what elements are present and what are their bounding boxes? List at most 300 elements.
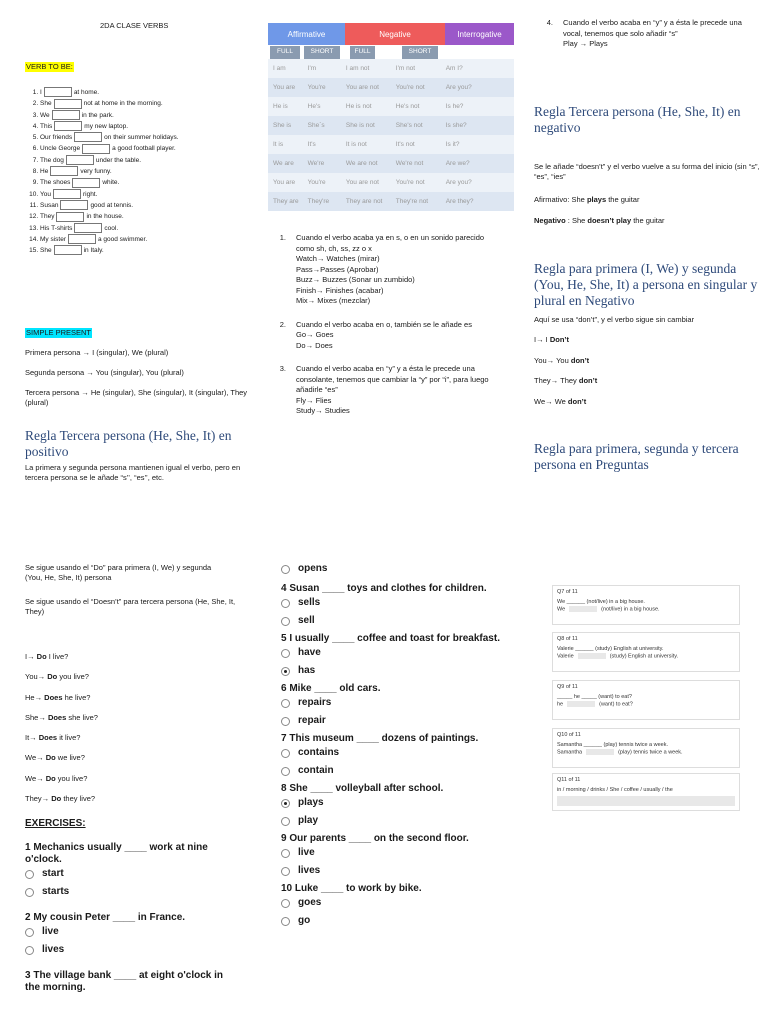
quiz-left-column — [25, 842, 240, 1008]
example-subject: I→ — [25, 652, 37, 661]
exercise-item — [40, 98, 258, 109]
table-subheader — [268, 45, 514, 59]
table-cell: Is he? — [445, 103, 464, 110]
table-row — [268, 78, 514, 97]
table-cell: They are — [273, 198, 299, 205]
rule-description: Cuando el verbo acaba en “y” y a ésta le precede una vocal, tenemos que solo añadir “s” — [563, 18, 742, 38]
spelling-rules — [268, 233, 498, 417]
quiz-option[interactable] — [281, 597, 511, 609]
exercise-subject: I — [40, 89, 42, 96]
option-label: live — [298, 847, 315, 858]
quiz-question — [281, 733, 511, 777]
quiz-question — [25, 970, 240, 994]
quiz-card-header: Q7 of 11 — [557, 589, 578, 595]
spelling-rule — [535, 18, 760, 50]
option-label: sell — [298, 615, 315, 626]
example-label: Negativo — [534, 216, 566, 225]
example-rest: the guitar — [606, 195, 640, 204]
example-aux: Does — [44, 692, 63, 702]
radio-button[interactable] — [281, 565, 290, 574]
answer-rest: (play) tennis twice a week. — [618, 749, 683, 756]
exercise-subject: He — [40, 168, 49, 176]
answer-blank[interactable] — [53, 189, 81, 199]
answer-blank[interactable] — [44, 87, 72, 97]
sub-full: FULL — [270, 46, 300, 59]
question-examples — [25, 652, 98, 814]
option-label: goes — [298, 897, 322, 908]
affirmative-example — [534, 195, 639, 205]
third-person-line: Tercera persona → He (singular), She (singular), It (singular), They (plural) — [25, 388, 248, 407]
exercise-item — [40, 189, 258, 200]
do-rule-text: Se sigue usando el “Do” para primera (I, We) y segunda (You, He, She, It) persona — [25, 563, 212, 582]
table-cell: Are they? — [445, 198, 474, 205]
rule-example: Pass→Passes (Aprobar) — [296, 264, 379, 274]
verb-to-be-exercises — [28, 87, 258, 256]
radio-button[interactable] — [281, 699, 290, 708]
negative-example — [534, 216, 665, 226]
exercise-rest: very funny. — [80, 168, 112, 176]
option-label: go — [298, 915, 311, 926]
option-label: starts — [42, 886, 70, 897]
rule-body — [563, 18, 760, 50]
sub-full: FULL — [350, 46, 375, 59]
exercise-item — [40, 143, 258, 154]
rule-first-second-negative-title: Regla para primera (I, We) y segunda (You, He, She, It) a persona en singular y plural en Negativo — [534, 261, 758, 308]
exercise-item — [40, 121, 258, 132]
option-label: start — [42, 868, 64, 879]
radio-button[interactable] — [281, 599, 290, 608]
table-row — [268, 192, 514, 211]
spelling-rule — [268, 233, 498, 307]
conjugation-table — [268, 23, 514, 211]
example-subject: They→ They — [534, 376, 579, 385]
table-cell: Are you? — [445, 179, 472, 186]
exercise-subject: Susan — [40, 201, 59, 209]
example-rest: you live? — [55, 773, 88, 783]
exercises-heading: EXERCISES: — [25, 818, 86, 829]
exercise-subject: She — [40, 100, 52, 108]
table-cell: We're not — [395, 160, 424, 167]
radio-button[interactable] — [25, 946, 34, 955]
exercise-item — [40, 234, 258, 245]
question-text: 4 Susan ____ toys and clothes for children. — [281, 583, 487, 594]
rule-example: Mix→ Mixes (mezclar) — [296, 296, 371, 305]
exercise-subject: This — [40, 122, 53, 130]
quiz-option[interactable] — [281, 665, 511, 677]
answer-blank[interactable] — [68, 234, 96, 244]
rule-number: 4. — [546, 18, 553, 27]
rule-description: Cuando el verbo acaba en o, también se le añade es — [296, 319, 472, 329]
option-label: repairs — [298, 697, 332, 708]
spelling-rule — [268, 364, 498, 417]
rule-body — [296, 320, 498, 352]
exercise-rest: in the house. — [86, 213, 124, 221]
quiz-question — [281, 583, 511, 627]
exercise-subject: Uncle George — [40, 145, 81, 153]
table-cell: She is — [273, 122, 292, 129]
simple-present-heading: SIMPLE PRESENT — [26, 328, 92, 337]
spelling-rule-4 — [535, 18, 760, 50]
rule-number: 2. — [279, 319, 286, 329]
table-cell: It's — [307, 141, 316, 148]
table-cell: He's — [307, 103, 321, 110]
exercise-subject: Our friends — [40, 134, 73, 142]
header-affirmative: Affirmative — [268, 23, 345, 45]
dont-example — [534, 376, 597, 386]
question-example — [25, 693, 98, 703]
radio-button[interactable] — [281, 867, 290, 876]
answer-input[interactable] — [578, 653, 606, 659]
table-cell: I am not — [345, 65, 370, 72]
example-rest: you live? — [57, 672, 89, 682]
quiz-option[interactable] — [281, 797, 511, 809]
answer-input[interactable] — [567, 701, 595, 707]
table-header — [268, 23, 514, 45]
question-example — [25, 753, 98, 763]
table-cell: They are not — [345, 198, 383, 205]
table-cell: I'm not — [395, 65, 416, 72]
exercise-subject: My sister — [40, 235, 66, 243]
exercise-subject: The dog — [40, 156, 64, 164]
option-label: lives — [298, 865, 321, 876]
question-example — [25, 713, 98, 723]
question-text: 3 The village bank ____ at eight o'clock in the morning. — [25, 970, 224, 993]
table-cell: You're — [307, 84, 326, 91]
radio-button[interactable] — [281, 749, 290, 758]
quiz-card-header: Q10 of 11 — [557, 732, 581, 738]
quiz-question — [281, 633, 511, 677]
answer-rest: (study) English at university. — [609, 653, 679, 660]
example-rest: it live? — [57, 733, 81, 743]
table-cell: Are you? — [445, 84, 472, 91]
table-row — [268, 135, 514, 154]
example-subject: You→ You — [534, 355, 571, 365]
option-label: plays — [298, 797, 324, 808]
table-cell: You are not — [345, 84, 379, 91]
quiz-card-prompt: in / morning / drinks / She / coffee / usually / the — [557, 787, 673, 793]
table-cell: She's not — [395, 122, 423, 129]
answer-subject: Valerie — [557, 653, 574, 660]
rule-third-negative-title: Regla Tercera persona (He, She, It) en negativo — [534, 104, 741, 135]
quiz-option[interactable] — [281, 697, 511, 709]
radio-button[interactable] — [281, 667, 290, 676]
example-subject: He→ — [25, 692, 45, 702]
example-dont: Don’t — [549, 335, 570, 344]
verb-to-be-heading: VERB TO BE: — [26, 62, 73, 71]
table-row — [268, 116, 514, 135]
question-text: 10 Luke ____ to work by bike. — [281, 883, 422, 894]
example-rest: I live? — [46, 652, 69, 661]
radio-button[interactable] — [281, 849, 290, 858]
answer-rest: (want) to eat? — [599, 701, 633, 708]
quiz-card-prompt: Samantha ______ (play) tennis twice a week. — [557, 742, 668, 748]
exercise-item — [40, 211, 258, 222]
example-dont: don’t — [570, 355, 590, 365]
sub-short: SHORT — [304, 46, 340, 59]
radio-button[interactable] — [281, 617, 290, 626]
table-cell: It is — [273, 141, 284, 148]
second-person-line: Segunda persona → You (singular), You (plural) — [25, 368, 184, 377]
quiz-question — [281, 783, 511, 827]
table-cell: Are we? — [445, 160, 470, 167]
quiz-option[interactable] — [25, 926, 240, 938]
table-cell: You are — [273, 179, 296, 186]
quiz-card-header: Q9 of 11 — [557, 684, 578, 690]
example-rest: she live? — [66, 712, 98, 722]
answer-blank[interactable] — [56, 212, 84, 222]
exercise-subject: The shoes — [40, 179, 71, 187]
example-rest: the guitar — [631, 216, 665, 225]
table-cell: They're — [307, 198, 330, 205]
dont-example — [534, 335, 597, 345]
quiz-option[interactable] — [281, 815, 511, 827]
option-label: sells — [298, 597, 321, 608]
radio-button[interactable] — [25, 888, 34, 897]
table-row — [268, 59, 514, 78]
table-row — [268, 154, 514, 173]
answer-input[interactable] — [557, 796, 735, 806]
table-cell: They're not — [395, 198, 429, 205]
example-verb: plays — [586, 195, 607, 204]
exercise-item — [40, 166, 258, 177]
quiz-card-answer-row — [557, 701, 735, 708]
quiz-question — [25, 912, 240, 956]
header-interrogative: Interrogative — [445, 23, 514, 45]
sub-short: SHORT — [402, 46, 438, 59]
exercise-rest: good at tennis. — [90, 201, 134, 209]
answer-blank[interactable] — [54, 99, 82, 109]
exercise-item — [40, 200, 258, 211]
table-cell: You're not — [395, 179, 425, 186]
answer-blank[interactable] — [66, 155, 94, 165]
quiz-option[interactable] — [281, 747, 511, 759]
exercise-rest: cool. — [104, 224, 119, 232]
quiz-option[interactable] — [281, 765, 511, 777]
dont-example — [534, 356, 597, 366]
example-verb: doesn’t play — [587, 216, 632, 225]
table-cell: I'm — [307, 65, 317, 72]
exercise-rest: right. — [82, 190, 98, 198]
example-aux: Does — [38, 733, 58, 743]
example-rest: they live? — [61, 794, 96, 804]
quiz-card — [552, 585, 740, 625]
answer-blank[interactable] — [54, 245, 82, 255]
table-row — [268, 173, 514, 192]
exercise-item — [40, 223, 258, 234]
answer-subject: We — [557, 606, 566, 613]
quiz-card-answer-row — [557, 749, 735, 756]
example-subject: I→ I — [534, 335, 550, 344]
exercise-rest: not at home in the morning. — [83, 100, 163, 108]
quiz-middle-column — [281, 563, 511, 933]
radio-button[interactable] — [281, 899, 290, 908]
example-rest: he live? — [62, 692, 91, 702]
exercise-subject: She — [40, 247, 52, 255]
rule-example: Study→ Studies — [296, 406, 350, 415]
quiz-card — [552, 680, 740, 720]
exercise-subject: They — [40, 213, 55, 221]
table-row — [268, 97, 514, 116]
answer-blank[interactable] — [52, 110, 80, 120]
answer-blank[interactable] — [54, 121, 82, 131]
table-cell: I am — [273, 65, 286, 72]
rule-number: 1. — [279, 233, 286, 242]
exercise-item — [40, 132, 258, 143]
quiz-option[interactable] — [281, 897, 511, 909]
rule-example: Watch→ Watches (mirar) — [296, 254, 380, 263]
example-subject: You→ — [25, 672, 48, 682]
quiz-card-prompt: Valerie ______ (study) English at university. — [557, 646, 664, 652]
rule-number: 3. — [279, 364, 286, 373]
table-cell: He is — [273, 103, 288, 110]
option-label: have — [298, 647, 321, 658]
table-cell: It's not — [395, 141, 415, 148]
table-cell: We are not — [345, 160, 378, 167]
table-cell: He's not — [395, 103, 420, 110]
exercise-rest: under the table. — [95, 156, 142, 164]
quiz-option[interactable] — [281, 865, 511, 877]
page-title: 2DA CLASE VERBS — [100, 21, 169, 30]
does-rule-text: Se sigue usando el “Doesn’t” para tercera persona (He, She, It, They) — [25, 597, 236, 616]
quiz-option[interactable] — [25, 886, 240, 898]
table-cell: Is she? — [445, 122, 467, 129]
quiz-option[interactable] — [281, 563, 511, 575]
quiz-option[interactable] — [25, 944, 240, 956]
exercise-rest: a good swimmer. — [98, 235, 148, 243]
question-example — [25, 794, 98, 804]
exercise-rest: at home. — [73, 89, 100, 96]
table-cell: She`s — [307, 122, 325, 129]
rule-example: Do→ Does — [296, 340, 333, 350]
answer-input[interactable] — [569, 606, 597, 612]
radio-button[interactable] — [281, 917, 290, 926]
exercise-rest: in the park. — [81, 111, 114, 119]
quiz-option[interactable] — [281, 647, 511, 659]
quiz-card-header: Q11 of 11 — [557, 777, 581, 783]
example-subject: We→ — [25, 773, 46, 783]
quiz-option[interactable] — [281, 847, 511, 859]
question-example — [25, 733, 98, 743]
quiz-option[interactable] — [281, 915, 511, 927]
table-cell: We are — [273, 160, 294, 167]
answer-blank[interactable] — [60, 200, 88, 210]
table-cell: You're not — [395, 84, 425, 91]
option-label: contains — [298, 747, 340, 758]
question-example — [25, 652, 98, 662]
persons-list — [25, 348, 255, 408]
rule-description: Cuando el verbo acaba ya en s, o en un sonido parecido como sh, ch, ss, zz o x — [296, 233, 485, 253]
quiz-question — [281, 683, 511, 727]
exercise-item — [40, 87, 258, 98]
table-cell: We're — [307, 160, 325, 167]
header-negative: Negative — [345, 23, 445, 45]
question-text: 5 I usually ____ coffee and toast for breakfast. — [281, 633, 500, 644]
radio-button[interactable] — [25, 928, 34, 937]
rule-third-positive-title: Regla Tercera persona (He, She, It) en positivo — [25, 428, 232, 459]
question-text: 7 This museum ____ dozens of paintings. — [281, 733, 479, 744]
first-person-line: Primera persona → I (singular), We (plural) — [25, 348, 169, 357]
quiz-card — [552, 728, 740, 768]
example-dont: don’t — [567, 396, 587, 406]
rule-description: Cuando el verbo acaba en “y” y a ésta le precede una consolante, tenemos que cambiar la “y” por “i”, para luego añadirle “es” — [296, 364, 489, 394]
option-label: contain — [298, 765, 334, 776]
quiz-card-prompt: _____ he _____ (want) to eat? — [557, 694, 632, 700]
rule-example: Buzz→ Buzzes (Sonar un zumbido) — [296, 275, 415, 284]
answer-blank[interactable] — [82, 144, 110, 154]
radio-button[interactable] — [281, 817, 290, 826]
table-cell: Is it? — [445, 141, 460, 148]
example-aux: Do — [47, 672, 58, 682]
exercise-item — [40, 155, 258, 166]
question-text: 6 Mike ____ old cars. — [281, 683, 381, 694]
question-text: 9 Our parents ____ on the second floor. — [281, 833, 469, 844]
quiz-card-answer-row — [557, 653, 735, 660]
example-subject: She→ — [25, 712, 48, 722]
example-mid: : She — [565, 216, 588, 225]
quiz-option[interactable] — [281, 715, 511, 727]
rule-example: Go→ Goes — [296, 330, 334, 339]
quiz-option[interactable] — [281, 615, 511, 627]
question-text: 8 She ____ volleyball after school. — [281, 783, 444, 794]
quiz-card — [552, 773, 740, 811]
answer-rest: (not/live) in a big house. — [601, 606, 660, 613]
quiz-card-answer-row — [557, 606, 735, 613]
exercise-subject: His T-shirts — [40, 224, 73, 232]
answer-blank[interactable] — [50, 166, 78, 176]
example-aux: Do — [45, 753, 56, 763]
radio-button[interactable] — [281, 799, 290, 808]
table-cell: It is not — [345, 141, 367, 148]
radio-button[interactable] — [281, 767, 290, 776]
exercise-item — [40, 110, 258, 121]
quiz-question — [281, 833, 511, 877]
answer-blank[interactable] — [74, 223, 102, 233]
table-cell: You are — [273, 84, 296, 91]
example-aux: Do — [36, 652, 47, 661]
example-subject: We→ We — [534, 396, 568, 406]
example-aux: Do — [51, 794, 62, 804]
radio-button[interactable] — [281, 717, 290, 726]
question-example — [25, 774, 98, 784]
example-subject: They→ — [25, 794, 52, 804]
answer-input[interactable] — [586, 749, 614, 755]
exercise-rest: a good football player. — [112, 145, 176, 153]
answer-blank[interactable] — [74, 132, 102, 142]
exercise-rest: white. — [102, 179, 120, 187]
quiz-card-prompt: We ______ (not/live) in a big house. — [557, 599, 645, 605]
exercise-rest: on their summer holidays. — [104, 134, 179, 142]
rule-questions-title: Regla para primera, segunda y tercera persona en Preguntas — [534, 441, 739, 472]
example-dont: don’t — [578, 376, 598, 385]
exercise-subject: We — [40, 111, 50, 119]
rule-example: Finish→ Finishes (acabar) — [296, 285, 384, 295]
example-subject: We→ — [25, 753, 46, 763]
quiz-card — [552, 632, 740, 672]
example-subject: It→ — [25, 733, 39, 743]
radio-button[interactable] — [281, 649, 290, 658]
spelling-rule — [268, 320, 498, 352]
quiz-question — [25, 842, 240, 898]
option-label: repair — [298, 715, 326, 726]
radio-button[interactable] — [25, 870, 34, 879]
rule-third-negative-text: Se le añade “doesn’t” y el verbo vuelve a su forma del inicio (sin “s”, “es”, “ies” — [534, 162, 760, 181]
rule-body — [296, 364, 498, 417]
table-cell: She is not — [345, 122, 375, 129]
option-label: opens — [298, 563, 328, 574]
quiz-option[interactable] — [25, 868, 240, 880]
option-label: lives — [42, 944, 65, 955]
answer-blank[interactable] — [72, 178, 100, 188]
